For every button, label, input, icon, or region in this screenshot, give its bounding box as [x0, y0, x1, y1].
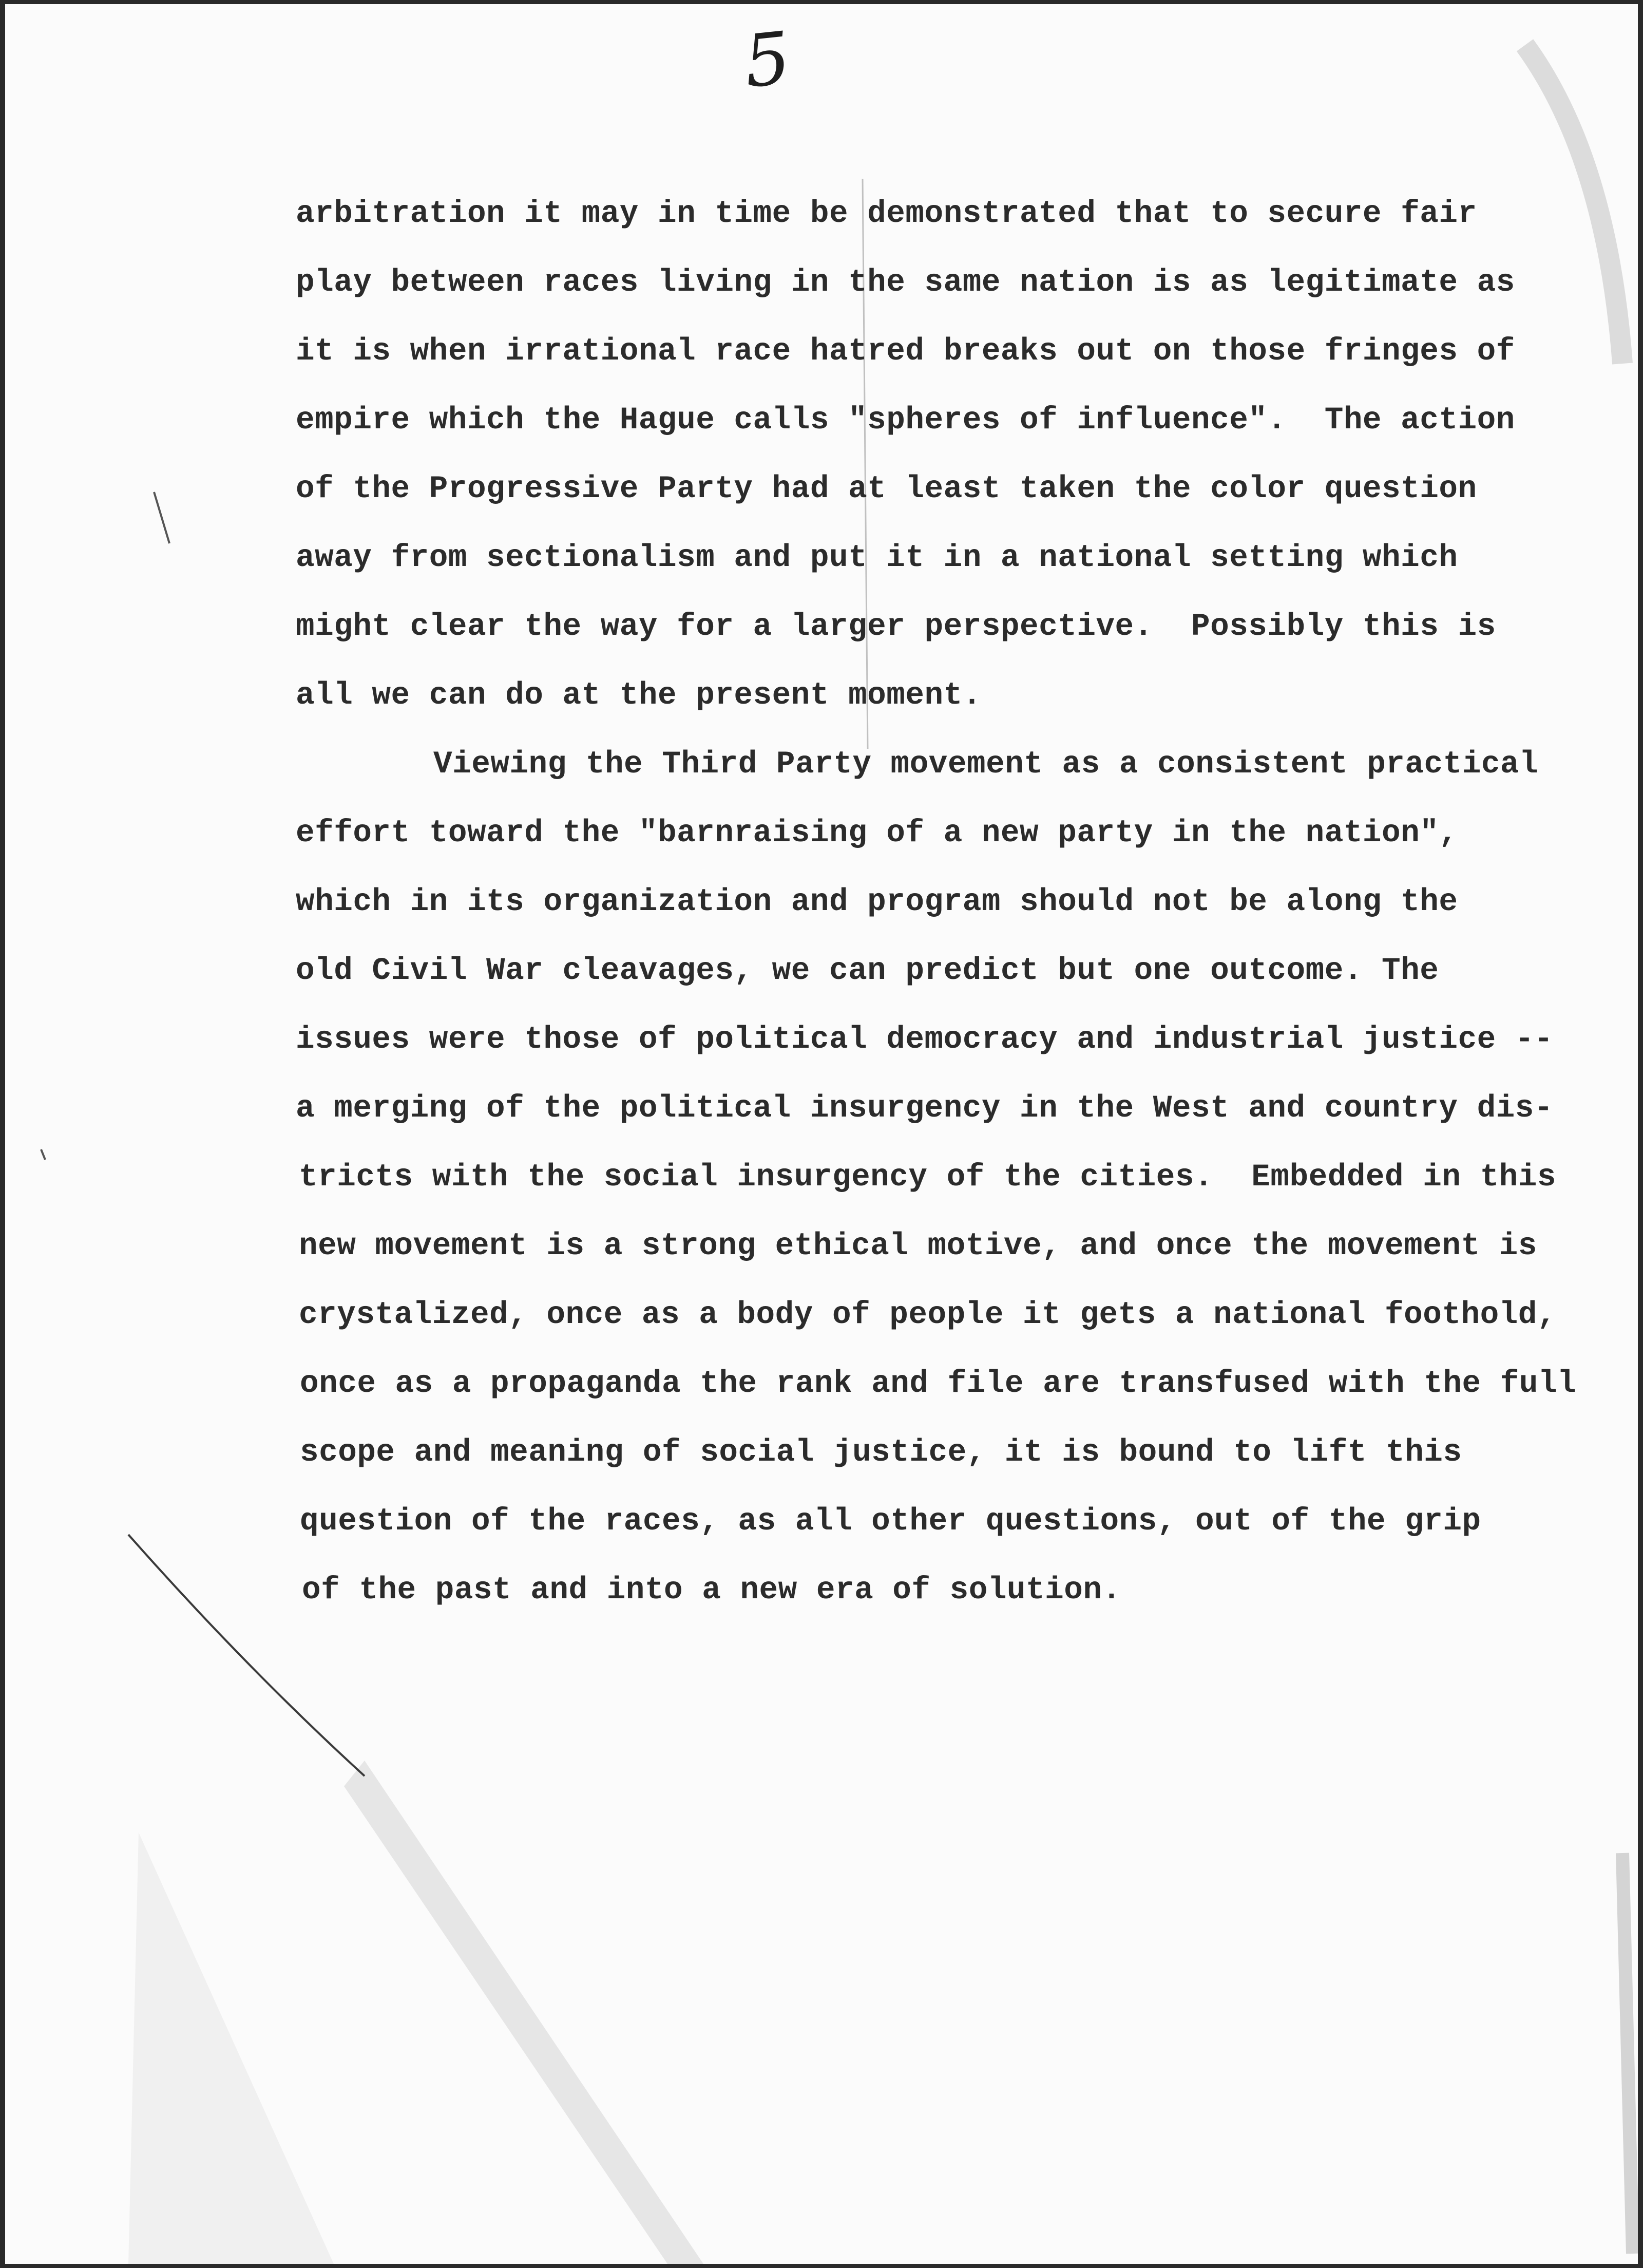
text-line: arbitration it may in time be demonstrated that to secure fair	[296, 196, 1477, 232]
typescript-page	[5, 4, 1638, 2264]
text-line: it is when irrational race hatred breaks out on those fringes of	[296, 334, 1515, 369]
text-line: effort toward the "barnraising of a new party in the nation",	[296, 816, 1458, 851]
text-line: tricts with the social insurgency of the cities. Embedded in this	[299, 1160, 1556, 1195]
text-line: scope and meaning of social justice, it is bound to lift this	[300, 1435, 1462, 1470]
text-line: new movement is a strong ethical motive, and once the movement is	[299, 1228, 1537, 1264]
text-line: empire which the Hague calls "spheres of influence". The action	[296, 403, 1515, 438]
text-line: a merging of the political insurgency in the West and country dis-	[296, 1091, 1553, 1126]
text-line: question of the races, as all other questions, out of the grip	[300, 1504, 1481, 1539]
text-line: might clear the way for a larger perspective. Possibly this is	[296, 609, 1496, 645]
text-line: of the Progressive Party had at least taken the color question	[296, 471, 1477, 507]
text-line: which in its organization and program should not be along the	[296, 884, 1458, 920]
text-line: old Civil War cleavages, we can predict but one outcome. The	[296, 953, 1439, 989]
text-line: once as a propaganda the rank and file are transfused with the full	[300, 1366, 1577, 1402]
text-line: issues were those of political democracy and industrial justice --	[296, 1022, 1553, 1057]
text-line: play between races living in the same nation is as legitimate as	[296, 265, 1515, 300]
text-line: crystalized, once as a body of people it gets a national foothold,	[299, 1297, 1556, 1333]
text-line: Viewing the Third Party movement as a consistent practical	[433, 747, 1539, 782]
text-line: away from sectionalism and put it in a national setting which	[296, 540, 1458, 576]
page-number: 5	[740, 16, 795, 105]
text-line: of the past and into a new era of solution.	[302, 1573, 1121, 1608]
text-line: all we can do at the present moment.	[296, 678, 982, 713]
